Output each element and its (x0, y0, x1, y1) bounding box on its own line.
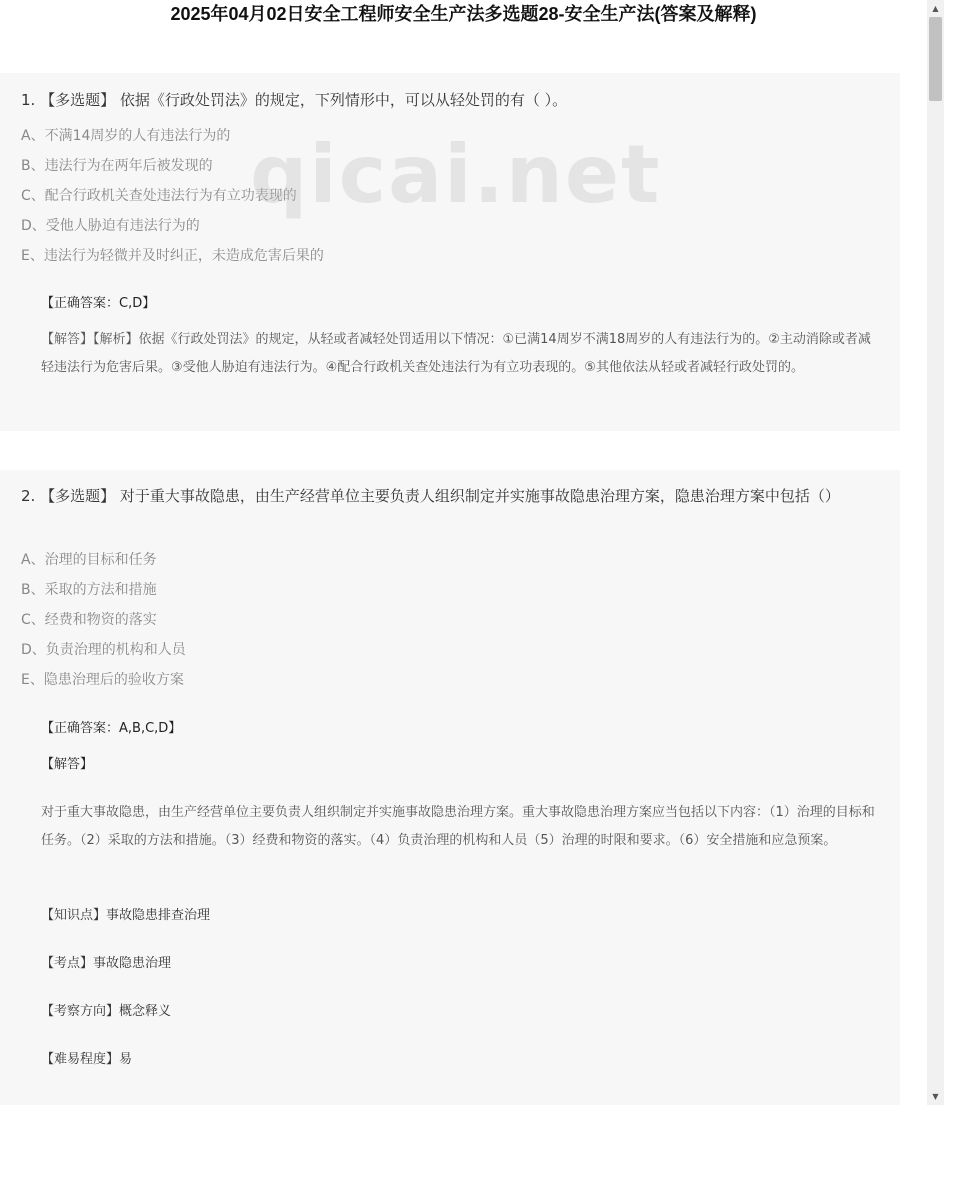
watermark-logo: qicai.net (250, 128, 662, 221)
question-title: 2. 【多选题】 对于重大事故隐患，由生产经营单位主要负责人组织制定并实施事故隐患治理方案，隐患治理方案中包括（） (21, 487, 840, 505)
scroll-down-icon[interactable]: ▼ (932, 1092, 939, 1101)
vertical-scrollbar[interactable] (927, 0, 944, 1105)
knowledge-point: 【知识点】事故隐患排查治理 (41, 908, 211, 923)
option-a: A、治理的目标和任务 (21, 552, 157, 568)
option-e: E、隐患治理后的验收方案 (21, 672, 184, 688)
option-d: D、负责治理的机构和人员 (21, 642, 186, 658)
scroll-up-icon[interactable]: ▲ (932, 4, 939, 13)
explanation-text: 对于重大事故隐患，由生产经营单位主要负责人组织制定并实施事故隐患治理方案。重大事故隐患治理方案应当包括以下内容：（1）治理的目标和任务。（2）采取的方法和措施。（3）经费和物资的落实。（4）负责治理的机构和人员（5）治理的时限和要求。（6）安全措施和应急预案。 (41, 805, 875, 848)
exam-direction: 【考察方向】概念释义 (41, 1004, 172, 1019)
option-c: C、经费和物资的落实 (21, 612, 157, 628)
exam-point: 【考点】事故隐患治理 (41, 956, 172, 971)
question-card-2 (0, 470, 900, 1105)
option-c: C、配合行政机关查处违法行为有立功表现的 (21, 188, 297, 204)
scroll-thumb[interactable] (929, 17, 942, 101)
option-e: E、违法行为轻微并及时纠正，未造成危害后果的 (21, 248, 324, 264)
explanation-label: 【解答】 (41, 757, 94, 772)
option-d: D、受他人胁迫有违法行为的 (21, 218, 200, 234)
option-b: B、采取的方法和措施 (21, 582, 157, 598)
difficulty-level: 【难易程度】易 (41, 1052, 133, 1067)
explanation-text: 【解答】【解析】依据《行政处罚法》的规定，从轻或者减轻处罚适用以下情况：①已满14周岁不满18周岁的人有违法行为的。②主动消除或者减轻违法行为危害后果。③受他人胁迫有违法行为。④配合行政机关查处违法行为有立功表现的。⑤其他依法从轻或者减轻行政处罚的。 (41, 332, 871, 375)
correct-answer: 【正确答案：A,B,C,D】 (41, 721, 182, 736)
page-title: 2025年04月02日安全工程师安全生产法多选题28-安全生产法(答案及解释) (170, 4, 757, 24)
option-a: A、不满14周岁的人有违法行为的 (21, 128, 231, 144)
question-title: 1. 【多选题】 依据《行政处罚法》的规定，下列情形中，可以从轻处罚的有（ ）。 (21, 91, 568, 109)
option-b: B、违法行为在两年后被发现的 (21, 158, 213, 174)
question-card-1 (0, 73, 900, 431)
correct-answer: 【正确答案：C,D】 (41, 296, 156, 311)
